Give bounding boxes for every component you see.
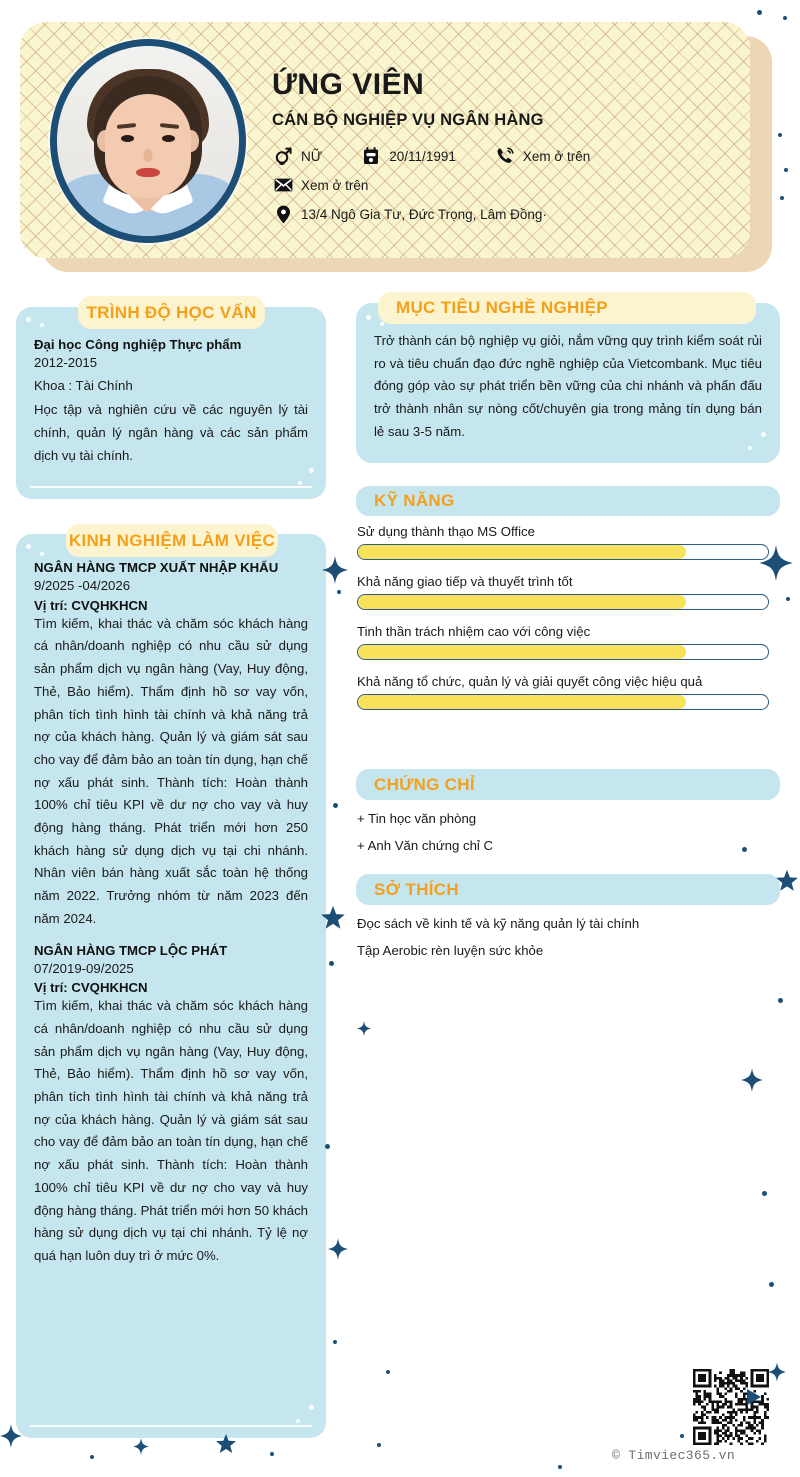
contact-email xyxy=(272,175,368,195)
header-card xyxy=(20,22,750,258)
experience-job xyxy=(34,560,308,931)
job-period: 07/2019-09/2025 xyxy=(34,960,134,976)
skills-title-bar xyxy=(356,486,780,516)
card-divider xyxy=(30,1425,312,1427)
job-description: Tìm kiếm, khai thác và chăm sóc khách hàng cá nhân/doanh nghiệp có nhu cầu sử dụng sản phẩm dịch vụ ngân hàng (Vay, Huy động, Thẻ, Bảo hiểm). Thẩm định hồ sơ vay vốn, phân tích tình hình tài chính và khả năng trả nợ của khách hàng. Quản lý và giám sát sau cho vay để đảm bảo an toàn tín dụng, hạn chế nợ xấu phát sinh. Thành tích: Hoàn thành 100% chỉ tiêu KPI về dư nợ cho vay và huy động hàng tháng. Phát triển mới hơn 50 khách hàng sử dụng dịch vụ tại chi nhánh. Tỷ lệ nợ quá hạn luôn duy trì ở mức 0%. xyxy=(34,998,308,1263)
contact-address-value: 13/4 Ngô Gia Tư, Đức Trọng, Lâm Đồng· xyxy=(301,206,547,222)
certificates-title: CHỨNG CHỈ xyxy=(374,774,475,794)
experience-title: KINH NGHIỆM LÀM VIỆC xyxy=(68,530,276,550)
certificate-item: + Tin học văn phòng xyxy=(357,811,477,826)
contact-row-3 xyxy=(272,204,732,224)
interest-item: Đọc sách về kinh tế và kỹ năng quản lý tài chính xyxy=(357,916,640,931)
skill-label: Khả năng tổ chức, quản lý và giải quyết công việc hiệu quả xyxy=(357,674,703,689)
education-faculty: Khoa : Tài Chính xyxy=(34,377,133,393)
job-description: Tìm kiếm, khai thác và chăm sóc khách hàng cá nhân/doanh nghiệp có nhu cầu sử dụng sản phẩm dịch vụ ngân hàng (Vay, Huy động, Thẻ, Bảo hiểm). Thẩm định hồ sơ vay vốn, phân tích tình hình tài chính và khả năng trả nợ của khách hàng. Quản lý và giám sát sau cho vay để đảm bảo an toàn tín dụng, hạn chế nợ xấu phát sinh. Thành tích: Hoàn thành 100% chỉ tiêu KPI về dư nợ cho vay và huy động hàng tháng. Phát triển mới hơn 250 khách hàng sử dụng dịch vụ tại chi nhánh. Nhân viên bán hàng xuất sắc toàn hệ thống năm 2022. Trưởng nhóm từ năm 2023 đến năm 2024. xyxy=(34,615,308,926)
gender-icon xyxy=(272,146,294,166)
sparkle-icon xyxy=(741,1068,763,1092)
header-text-block xyxy=(272,68,732,233)
objective-title: MỤC TIÊU NGHỀ NGHIỆP xyxy=(396,298,608,317)
skill-progress-track xyxy=(357,594,769,610)
education-description: Học tập và nghiên cứu về các nguyên lý tài chính, quản lý ngân hàng và các sản phẩm dịch vụ tài chính. xyxy=(34,402,308,463)
skill-label: Sử dụng thành thạo MS Office xyxy=(357,524,535,539)
sparkle-icon xyxy=(328,1238,348,1260)
education-title-pill xyxy=(78,296,265,329)
calendar-icon xyxy=(360,146,382,166)
avatar xyxy=(50,39,246,243)
interest-item: Tập Aerobic rèn luyện sức khỏe xyxy=(357,943,544,959)
experience-body xyxy=(34,560,308,1268)
skill-progress-track xyxy=(357,694,769,710)
sparkle-icon xyxy=(357,1021,371,1036)
skill-progress-fill xyxy=(358,545,686,559)
certificates-title-bar xyxy=(356,769,780,800)
candidate-name: ỨNG VIÊN xyxy=(272,68,425,101)
skill-progress-fill xyxy=(358,695,686,709)
contact-address xyxy=(272,204,547,224)
objective-text: Trở thành cán bộ nghiệp vụ giỏi, nắm vững quy trình kiểm soát rủi ro và tiêu chuẩn đạo đức nghề nghiệp của Vietcombank. Mục tiêu đóng góp vào sự phát triển bền vững của chi nhánh và phấn đấu trở thành nhân sự nòng cốt/chuyên gia trong mảng tín dụng bán lẻ sau 3-5 năm. xyxy=(374,333,762,439)
contact-birthdate-value: 20/11/1991 xyxy=(389,148,456,164)
sparkle-icon xyxy=(768,1362,786,1382)
contact-row-1 xyxy=(272,146,732,166)
education-card xyxy=(16,307,326,499)
cv-header xyxy=(20,22,772,272)
interests-title: SỞ THÍCH xyxy=(374,879,459,899)
job-position: Vị trí: CVQHKHCN xyxy=(34,980,148,996)
contact-phone xyxy=(494,146,590,166)
location-icon xyxy=(272,204,294,224)
skills-list xyxy=(357,524,769,724)
job-position: Vị trí: CVQHKHCN xyxy=(34,597,148,613)
contact-phone-value: Xem ở trên xyxy=(522,148,591,164)
candidate-role: CÁN BỘ NGHIỆP VỤ NGÂN HÀNG xyxy=(272,111,544,129)
education-years: 2012-2015 xyxy=(34,355,98,370)
skill-progress-track xyxy=(357,644,769,660)
email-icon xyxy=(272,175,294,195)
skill-item xyxy=(357,524,769,560)
objective-card xyxy=(356,303,780,463)
certificate-item: + Anh Văn chứng chỉ C xyxy=(357,838,494,854)
education-title: TRÌNH ĐỘ HỌC VẤN xyxy=(86,302,257,322)
credit-watermark: © Timviec365.vn xyxy=(612,1448,736,1463)
skill-label: Tinh thần trách nhiệm cao với công việc xyxy=(357,624,591,639)
phone-icon xyxy=(494,146,516,166)
skill-progress-fill xyxy=(358,645,686,659)
education-school: Đại học Công nghiệp Thực phẩm xyxy=(34,337,242,352)
sparkle-icon xyxy=(133,1438,149,1455)
job-company: NGÂN HÀNG TMCP XUẤT NHẬP KHẨU xyxy=(34,560,279,575)
contact-gender-value: NỮ xyxy=(301,148,323,164)
skill-progress-track xyxy=(357,544,769,560)
objective-title-pill xyxy=(378,292,756,324)
skill-progress-fill xyxy=(358,595,686,609)
education-body xyxy=(34,337,308,468)
experience-card xyxy=(16,534,326,1438)
qr-code[interactable] xyxy=(693,1369,769,1445)
skills-title: KỸ NĂNG xyxy=(374,491,455,510)
job-period: 9/2025 -04/2026 xyxy=(34,578,131,593)
skill-label: Khả năng giao tiếp và thuyết trình tốt xyxy=(357,574,573,589)
interests-title-bar xyxy=(356,874,780,905)
contact-email-value: Xem ở trên xyxy=(301,177,369,193)
skill-item xyxy=(357,574,769,610)
interests-list xyxy=(357,913,769,962)
contact-list xyxy=(272,146,732,224)
skill-item xyxy=(357,624,769,660)
contact-gender xyxy=(272,146,322,166)
card-divider xyxy=(30,486,312,488)
experience-title-pill xyxy=(66,524,278,557)
experience-job xyxy=(34,943,308,1268)
job-company: NGÂN HÀNG TMCP LỘC PHÁT xyxy=(34,942,228,958)
skill-item xyxy=(357,674,769,710)
contact-birthdate xyxy=(360,146,456,166)
contact-row-2 xyxy=(272,175,732,195)
certificates-list xyxy=(357,808,769,857)
